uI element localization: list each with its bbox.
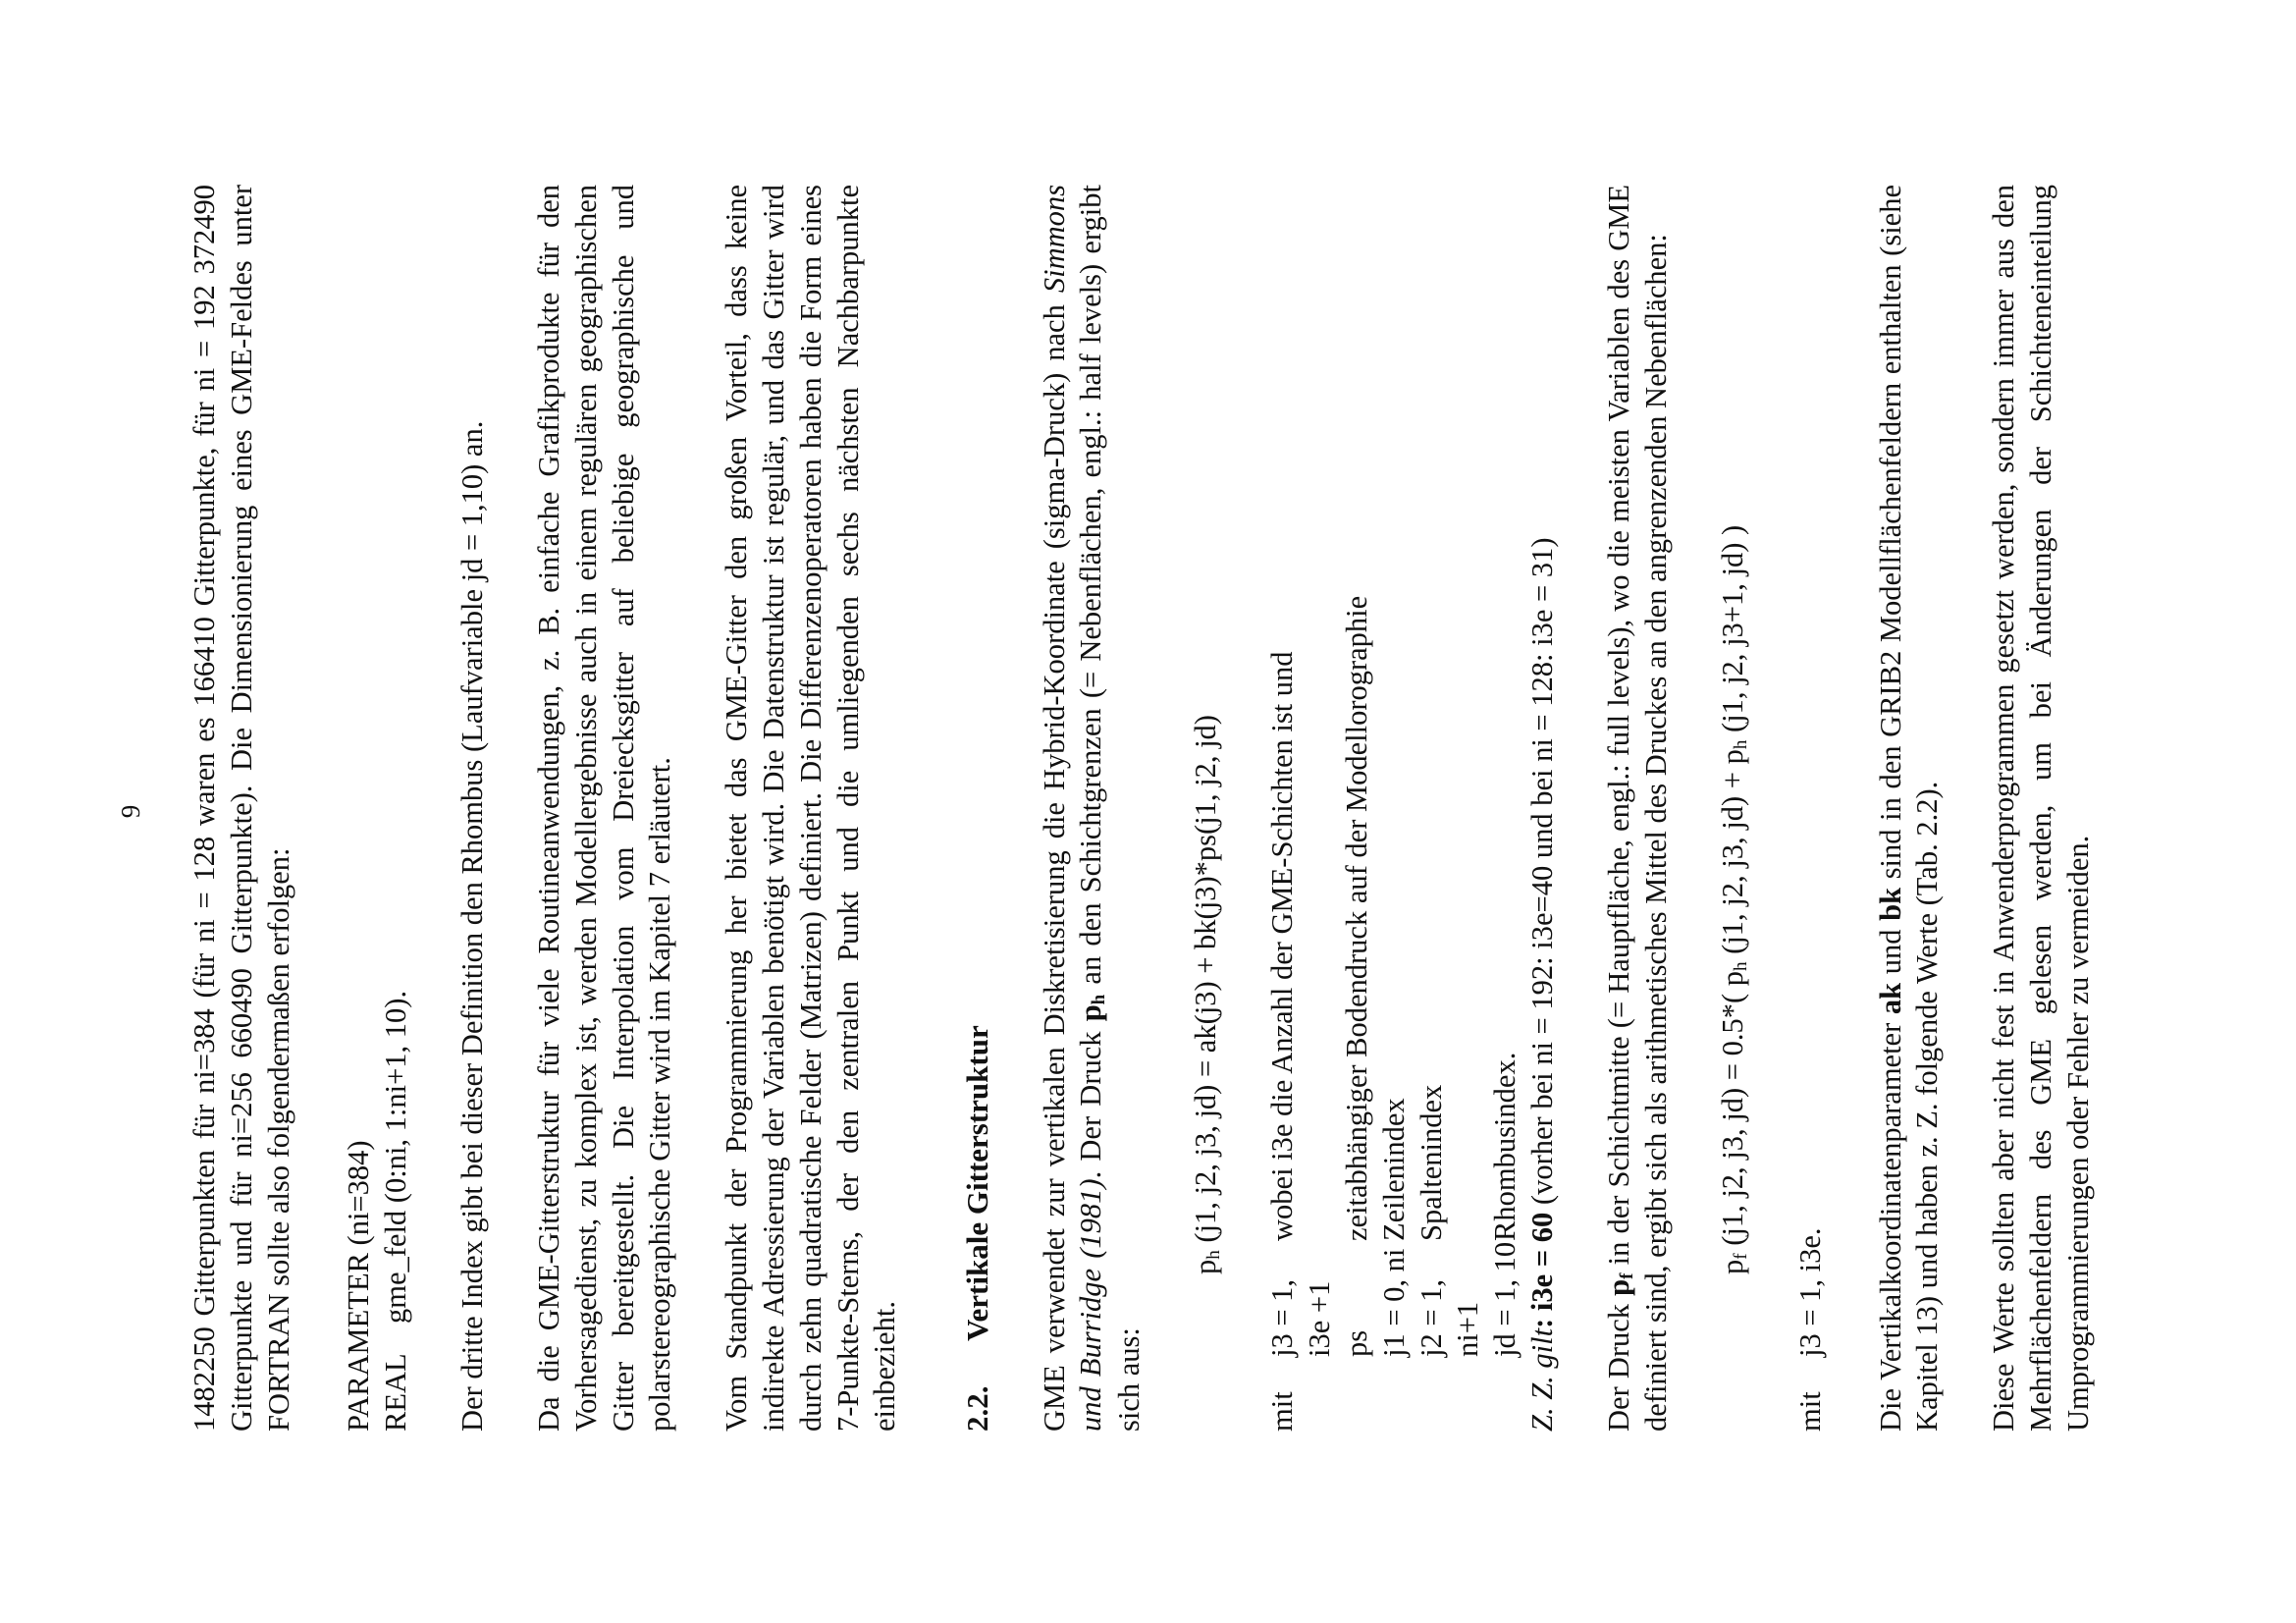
mit-label: mit (1265, 1391, 1300, 1432)
code-declaration: gme_feld (0:ni, 1:ni+1, 10). (379, 990, 413, 1324)
page-content (187, 185, 2098, 1432)
section-number: 2.2. (960, 1385, 995, 1432)
formula-full-level-pressure: $p_f$ (j1, j2, j3, jd) = 0.5*( $p_h$ (j1, j2, j3, $jd) + p_h$ (j1, j2, j3+1, jd) ) (1716, 524, 1752, 1274)
section-title: Vertikale Gitterstruktur (960, 1025, 995, 1341)
paragraph-hybrid-coordinate: GME verwendet zur vertikalen Diskretisierung die Hybrid-Koordinate (sigma-Druck) nach Simmons und Burridge (1981). Der Druck $p_h$ an den Schichtgrenzen (= Nebenflächen, engl.: half levels) ergibt sich aus: (1037, 185, 1146, 1432)
definition-desc: Spaltenindex (1414, 1084, 1448, 1241)
paragraph-programming: Vom Standpunkt der Programmierung her bietet das GME-Gitter den großen Vorteil, dass keine indirekte Adressierung der Variablen benötigt wird. Die Datenstruktur ist regulär, und das Gitter wird durch zehn quadratische Felder (Matrizen) definiert. Die Differenzenoperatoren haben die Form eines 7-Punkte-Sterns, der den zentralen Punkt und die umliegenden sechs nächsten Nachbarpunkte einbezieht. (720, 185, 902, 1432)
definition-var: j3 = 1, i3e +1 (1265, 1278, 1337, 1357)
formula-half-level-pressure: $p_h$ (j1, j2, j3, jd) = ak(j3) + bk(j3)*ps(j1, j2, jd) (1188, 715, 1224, 1274)
definition-var: j1 = 0, ni (1376, 1248, 1411, 1357)
definition-j3: j3 = 1, i3e. (1792, 1227, 1827, 1357)
fortran-code-block (341, 185, 415, 1432)
paragraph-values-note: Diese Werte sollten aber nicht fest in Anwenderprogrammen gesetzt werden, sondern immer aus den Mehrflächenfeldern des GME gelesen werden, um bei Änderungen der Schichteneinteilung Umprogrammierungen oder Fehler zu vermeiden. (1987, 185, 2095, 1432)
citation: Simmons und Burridge (1981) (1037, 185, 1108, 1432)
definition-desc: Zeilenindex (1376, 1098, 1411, 1241)
code-line-parameter: PARAMETER (ni=384) (342, 1140, 376, 1432)
code-keyword-real: REAL (379, 1353, 413, 1432)
definition-desc: zeitabhängiger Bodendruck auf der Modellorographie (1339, 595, 1373, 1241)
mit-label: mit (1792, 1391, 1827, 1432)
paragraph-third-index: Der dritte Index gibt bei dieser Definition den Rhombus (Laufvariable jd = 1,10) an. (455, 420, 490, 1432)
definitions-block (1264, 185, 1524, 1432)
paragraph-grid-points: 1482250 Gitterpunkten für ni=384 (für ni = 128 waren es 166410 Gitterpunkte, für ni = 192 372490 Gitterpunkte und für ni=256 660490 Gitterpunkte). Die Dimensionierung eines GME-Feldes unter FORTRAN sollte also folgendermaßen erfolgen: (187, 185, 295, 1432)
current-layer-count: Z. Z. gilt: i3e = 60 (vorher bei ni = 192: i3e=40 und bei ni = 128: i3e = 31) (1525, 537, 1560, 1432)
definition-desc: Rhombusindex. (1488, 1052, 1522, 1241)
page-number: 9 (116, 804, 145, 819)
definition-var: jd = 1, 10 (1488, 1241, 1522, 1357)
definition-var: j2 = 1, ni+1 (1414, 1278, 1485, 1357)
definition-var: ps (1339, 1329, 1373, 1357)
definition-list (1264, 596, 1524, 1357)
definitions-block-2 (1792, 185, 1830, 1432)
paragraph-full-level-pressure: Der Druck $p_f$ in der Schichtmitte (= Hauptfläche, engl.: full levels), wo die meisten Variablen des GME definiert sind, ergibt sich als arithmetisches Mittel des Druckes an den angrenzenden Nebenflächen: (1601, 185, 1674, 1432)
paragraph-regular-grid: Da die GME-Gitterstruktur für viele Routineanwendungen, z. B. einfache Grafikprodukte für den Vorhersagedienst, zu komplex ist, werden Modellergebnisse auch in einem regulären geographischen Gitter bereitgestellt. Die Interpolation vom Dreiecksgitter auf beliebige geographische und polarstereographische Gitter wird im Kapitel 7 erläutert. (531, 185, 677, 1432)
section-heading (959, 185, 996, 1432)
definition-desc: wobei i3e die Anzahl der GME-Schichten ist und (1265, 651, 1300, 1241)
paragraph-vertical-parameters: Die Vertikalkoordinatenparameter ak und bk sind in den GRIB2 Modellflächenfeldern enthalten (siehe Kapitel 13) und haben z. Z. folgende Werte (Tab. 2.2). (1873, 184, 1945, 1432)
